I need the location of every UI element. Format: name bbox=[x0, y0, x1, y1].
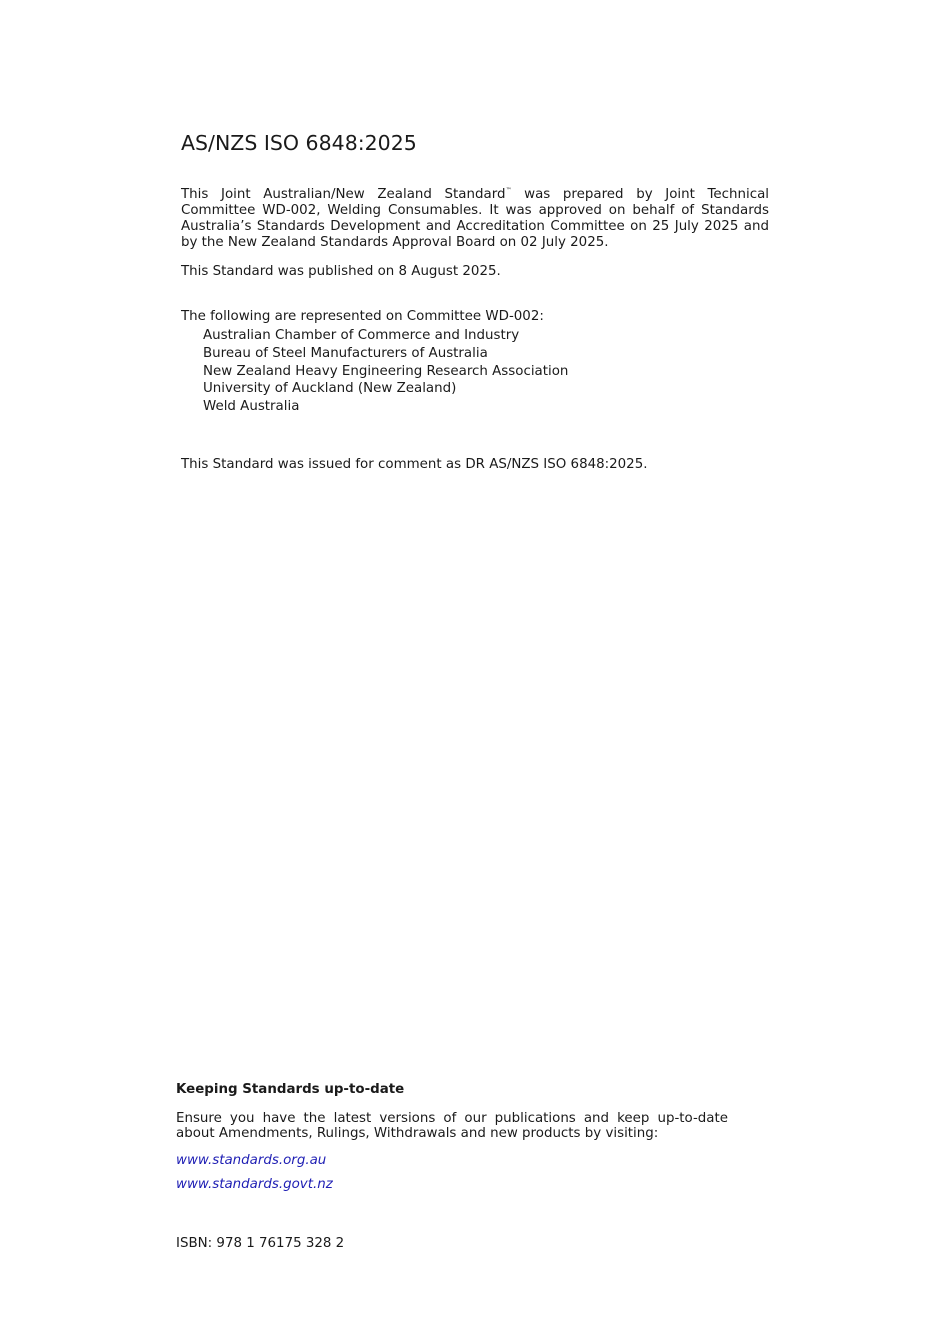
committee-member-list bbox=[203, 327, 568, 416]
standards-nz-link[interactable]: www.standards.govt.nz bbox=[176, 1177, 333, 1192]
committee-member: University of Auckland (New Zealand) bbox=[203, 381, 457, 397]
approval-text-part1: This Joint Australian/New Zealand Standard bbox=[181, 187, 506, 202]
committee-member: Bureau of Steel Manufacturers of Australia bbox=[203, 345, 488, 361]
committee-member: New Zealand Heavy Engineering Research Association bbox=[203, 363, 569, 379]
standards-australia-link[interactable]: www.standards.org.au bbox=[176, 1153, 327, 1168]
committee-member: Australian Chamber of Commerce and Industry bbox=[203, 328, 520, 343]
issued-for-comment-statement: This Standard was issued for comment as DR AS/NZS ISO 6848:2025. bbox=[181, 457, 648, 472]
approval-statement bbox=[181, 187, 769, 251]
trademark-symbol: ™ bbox=[505, 187, 512, 194]
committee-intro: The following are represented on Committee WD-002: bbox=[181, 309, 544, 324]
approval-text-part2: was prepared by Joint Technical Committee WD-002, Welding Consumables. It was approved on behalf of Standards Australia’s Standards Development and Accreditation Committee on 25 July 2025 and by the New Zealand Standards Approval Board on 02 July 2025. bbox=[181, 187, 770, 250]
document-title: AS/NZS ISO 6848:2025 bbox=[181, 131, 417, 155]
committee-member: Weld Australia bbox=[203, 399, 300, 415]
keeping-up-to-date-body: Ensure you have the latest versions of our publications and keep up-to-date about Amendments, Rulings, Withdrawals and new products by visiting: bbox=[176, 1111, 728, 1141]
published-date-statement: This Standard was published on 8 August 2025. bbox=[181, 264, 501, 279]
isbn-number: ISBN: 978 1 76175 328 2 bbox=[176, 1236, 345, 1251]
keeping-up-to-date-heading: Keeping Standards up-to-date bbox=[176, 1082, 405, 1097]
